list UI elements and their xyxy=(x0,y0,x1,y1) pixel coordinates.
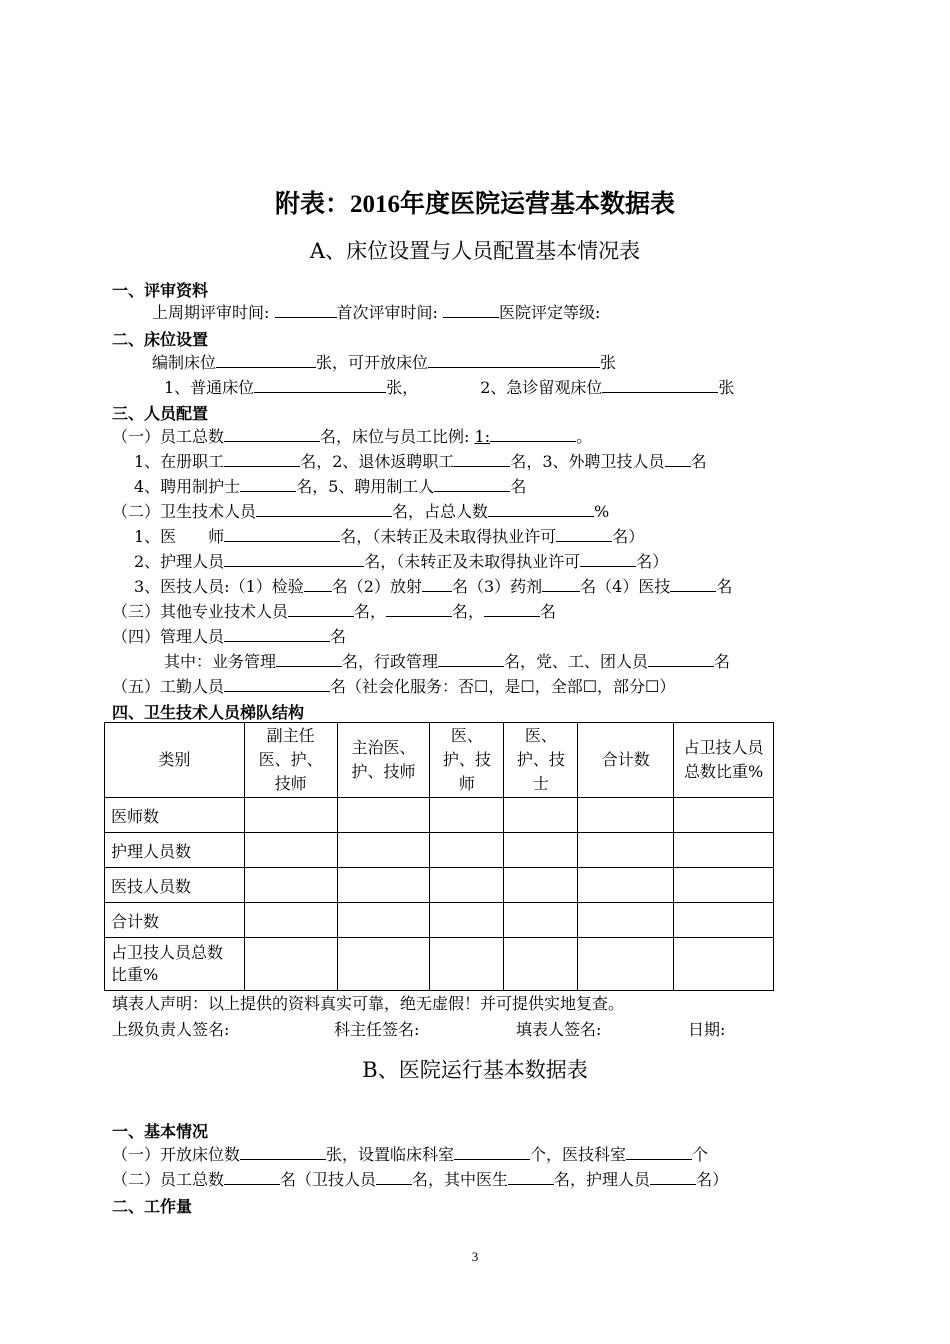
header-cell: 医、护、技士 xyxy=(504,723,578,798)
input-cell[interactable] xyxy=(430,833,504,868)
input-cell[interactable] xyxy=(430,938,504,991)
header-cell: 合计数 xyxy=(578,723,674,798)
service-staff-field[interactable] xyxy=(224,676,330,692)
open-beds-field[interactable] xyxy=(428,352,600,368)
general-beds-field[interactable] xyxy=(254,377,386,393)
structure-table xyxy=(104,722,774,991)
first-review-field[interactable] xyxy=(443,302,499,318)
header-cell: 类别 xyxy=(105,723,245,798)
party-staff-field[interactable] xyxy=(648,651,714,667)
signature-director[interactable]: 科主任签名: xyxy=(334,1020,420,1039)
staff-row-2: 1、在册职工 名，2、退休返聘职工 名，3、外聘卫技人员 名 xyxy=(134,452,707,471)
staff-row-6: 2、护理人员 名，（未转正及未取得执业许可 名） xyxy=(134,552,669,571)
input-cell[interactable] xyxy=(337,938,430,991)
page-number: 3 xyxy=(471,1249,479,1264)
basic-row-1: （一）开放床位数 张，设置临床科室 个，医技科室 个 xyxy=(112,1145,709,1164)
header-cell: 副主任医、护、技师 xyxy=(244,723,337,798)
management-field[interactable] xyxy=(224,626,330,642)
doctor-field[interactable] xyxy=(508,1169,554,1185)
part-b-title: B、医院运行基本数据表 xyxy=(362,1058,588,1082)
input-cell[interactable] xyxy=(244,938,337,991)
open-beds-count-field[interactable] xyxy=(240,1144,326,1160)
business-mgmt-field[interactable] xyxy=(276,651,342,667)
input-cell[interactable] xyxy=(674,903,774,938)
clinical-dept-field[interactable] xyxy=(454,1144,530,1160)
row-label: 护理人员数 xyxy=(105,833,245,868)
medtech-field[interactable] xyxy=(670,576,716,592)
health-tech-field[interactable] xyxy=(256,501,392,517)
input-cell[interactable] xyxy=(337,903,430,938)
input-cell[interactable] xyxy=(430,798,504,833)
table-header-row xyxy=(105,723,774,798)
tech-staff-field[interactable] xyxy=(376,1169,412,1185)
section-basic-heading: 一、基本情况 xyxy=(112,1122,209,1141)
input-cell[interactable] xyxy=(578,868,674,903)
input-cell[interactable] xyxy=(674,868,774,903)
staff-row-8: （三）其他专业技术人员 名， 名， 名 xyxy=(112,602,557,621)
row-label: 占卫技人员总数比重% xyxy=(105,938,245,991)
row-label: 医师数 xyxy=(105,798,245,833)
input-cell[interactable] xyxy=(244,903,337,938)
staff-row-11: （五）工勤人员 名（社会化服务：否☐，是☐，全部☐，部分☐） xyxy=(112,677,676,696)
row-label: 医技人员数 xyxy=(105,868,245,903)
external-tech-field[interactable] xyxy=(665,451,691,467)
input-cell[interactable] xyxy=(674,798,774,833)
input-cell[interactable] xyxy=(504,903,578,938)
input-cell[interactable] xyxy=(674,938,774,991)
row-label: 合计数 xyxy=(105,903,245,938)
declaration: 填表人声明：以上提供的资料真实可靠，绝无虚假！并可提供实地复查。 xyxy=(112,994,625,1013)
header-cell: 主治医、护、技师 xyxy=(337,723,430,798)
review-info-line: 上周期评审时间: 首次评审时间: 医院评定等级: xyxy=(152,303,601,322)
table-row xyxy=(105,938,774,991)
staff-total-field[interactable] xyxy=(224,1169,280,1185)
table-row xyxy=(105,833,774,868)
radiology-field[interactable] xyxy=(422,576,452,592)
nurse-field[interactable] xyxy=(224,551,364,567)
staff-row-3: 4、聘用制护士 名，5、聘用制工人 名 xyxy=(134,477,527,496)
lab-field[interactable] xyxy=(304,576,332,592)
section-staff-heading: 三、人员配置 xyxy=(112,404,209,423)
input-cell[interactable] xyxy=(578,798,674,833)
section-beds-heading: 二、床位设置 xyxy=(112,330,209,349)
other-tech-field-2[interactable] xyxy=(386,601,452,617)
input-cell[interactable] xyxy=(244,833,337,868)
input-cell[interactable] xyxy=(504,868,578,903)
section-structure-heading: 四、卫生技术人员梯队结构 xyxy=(112,703,305,722)
health-tech-percent-field[interactable] xyxy=(488,501,594,517)
staff-row-9: （四）管理人员 名 xyxy=(112,627,347,646)
header-cell: 占卫技人员总数比重% xyxy=(674,723,774,798)
input-cell[interactable] xyxy=(578,903,674,938)
emergency-beds-field[interactable] xyxy=(602,377,718,393)
beds-line-2: 1、普通床位 张， 2、急诊留观床位 张 xyxy=(164,378,735,397)
input-cell[interactable] xyxy=(578,833,674,868)
medtech-dept-field[interactable] xyxy=(626,1144,692,1160)
input-cell[interactable] xyxy=(337,868,430,903)
staff-row-4: （二）卫生技术人员 名，占总人数 % xyxy=(112,502,610,521)
nurse-unlicensed-field[interactable] xyxy=(580,551,636,567)
other-tech-field-1[interactable] xyxy=(288,601,354,617)
registered-staff-field[interactable] xyxy=(224,451,300,467)
contract-worker-field[interactable] xyxy=(434,476,510,492)
signature-date[interactable]: 日期: xyxy=(688,1020,726,1039)
input-cell[interactable] xyxy=(430,903,504,938)
table-row xyxy=(105,798,774,833)
part-a-title: A、床位设置与人员配置基本情况表 xyxy=(309,239,641,263)
section-workload-heading: 二、工作量 xyxy=(112,1197,193,1216)
contract-nurse-field[interactable] xyxy=(240,476,296,492)
input-cell[interactable] xyxy=(578,938,674,991)
pharmacy-field[interactable] xyxy=(542,576,580,592)
staff-row-5: 1、医 师 名，（未转正及未取得执业许可 名） xyxy=(134,527,645,546)
signature-filler[interactable]: 填表人签名: xyxy=(516,1020,602,1039)
page-title: 附表：2016年度医院运营基本数据表 xyxy=(274,191,675,218)
table-row xyxy=(105,868,774,903)
beds-line-1: 编制床位 张，可开放床位 张 xyxy=(152,353,617,372)
total-staff-field[interactable] xyxy=(224,426,320,442)
bed-staff-ratio-field[interactable] xyxy=(490,426,576,442)
input-cell[interactable] xyxy=(504,798,578,833)
physician-unlicensed-field[interactable] xyxy=(556,526,612,542)
input-cell[interactable] xyxy=(674,833,774,868)
input-cell[interactable] xyxy=(504,938,578,991)
physician-field[interactable] xyxy=(224,526,340,542)
input-cell[interactable] xyxy=(430,868,504,903)
input-cell[interactable] xyxy=(244,868,337,903)
nursing-field[interactable] xyxy=(650,1169,696,1185)
rehired-staff-field[interactable] xyxy=(454,451,510,467)
staff-row-10: 其中：业务管理 名，行政管理 名，党、工、团人员 名 xyxy=(164,652,731,671)
admin-mgmt-field[interactable] xyxy=(438,651,504,667)
other-tech-field-3[interactable] xyxy=(484,601,540,617)
last-review-field[interactable] xyxy=(275,302,337,318)
staff-row-1: （一）员工总数 名，床位与员工比例: 1: 。 xyxy=(112,427,593,446)
signature-superior[interactable]: 上级负责人签名: xyxy=(112,1020,230,1039)
section-review-heading: 一、评审资料 xyxy=(112,281,209,300)
input-cell[interactable] xyxy=(504,833,578,868)
input-cell[interactable] xyxy=(337,833,430,868)
staff-row-7: 3、医技人员:（1）检验 名（2）放射 名（3）药剂 名（4）医技 名 xyxy=(134,577,733,596)
header-cell: 医、护、技师 xyxy=(430,723,504,798)
planned-beds-field[interactable] xyxy=(216,352,316,368)
input-cell[interactable] xyxy=(337,798,430,833)
input-cell[interactable] xyxy=(244,798,337,833)
table-row xyxy=(105,903,774,938)
basic-row-2: （二）员工总数 名（卫技人员 名，其中医生 名，护理人员 名） xyxy=(112,1170,729,1189)
